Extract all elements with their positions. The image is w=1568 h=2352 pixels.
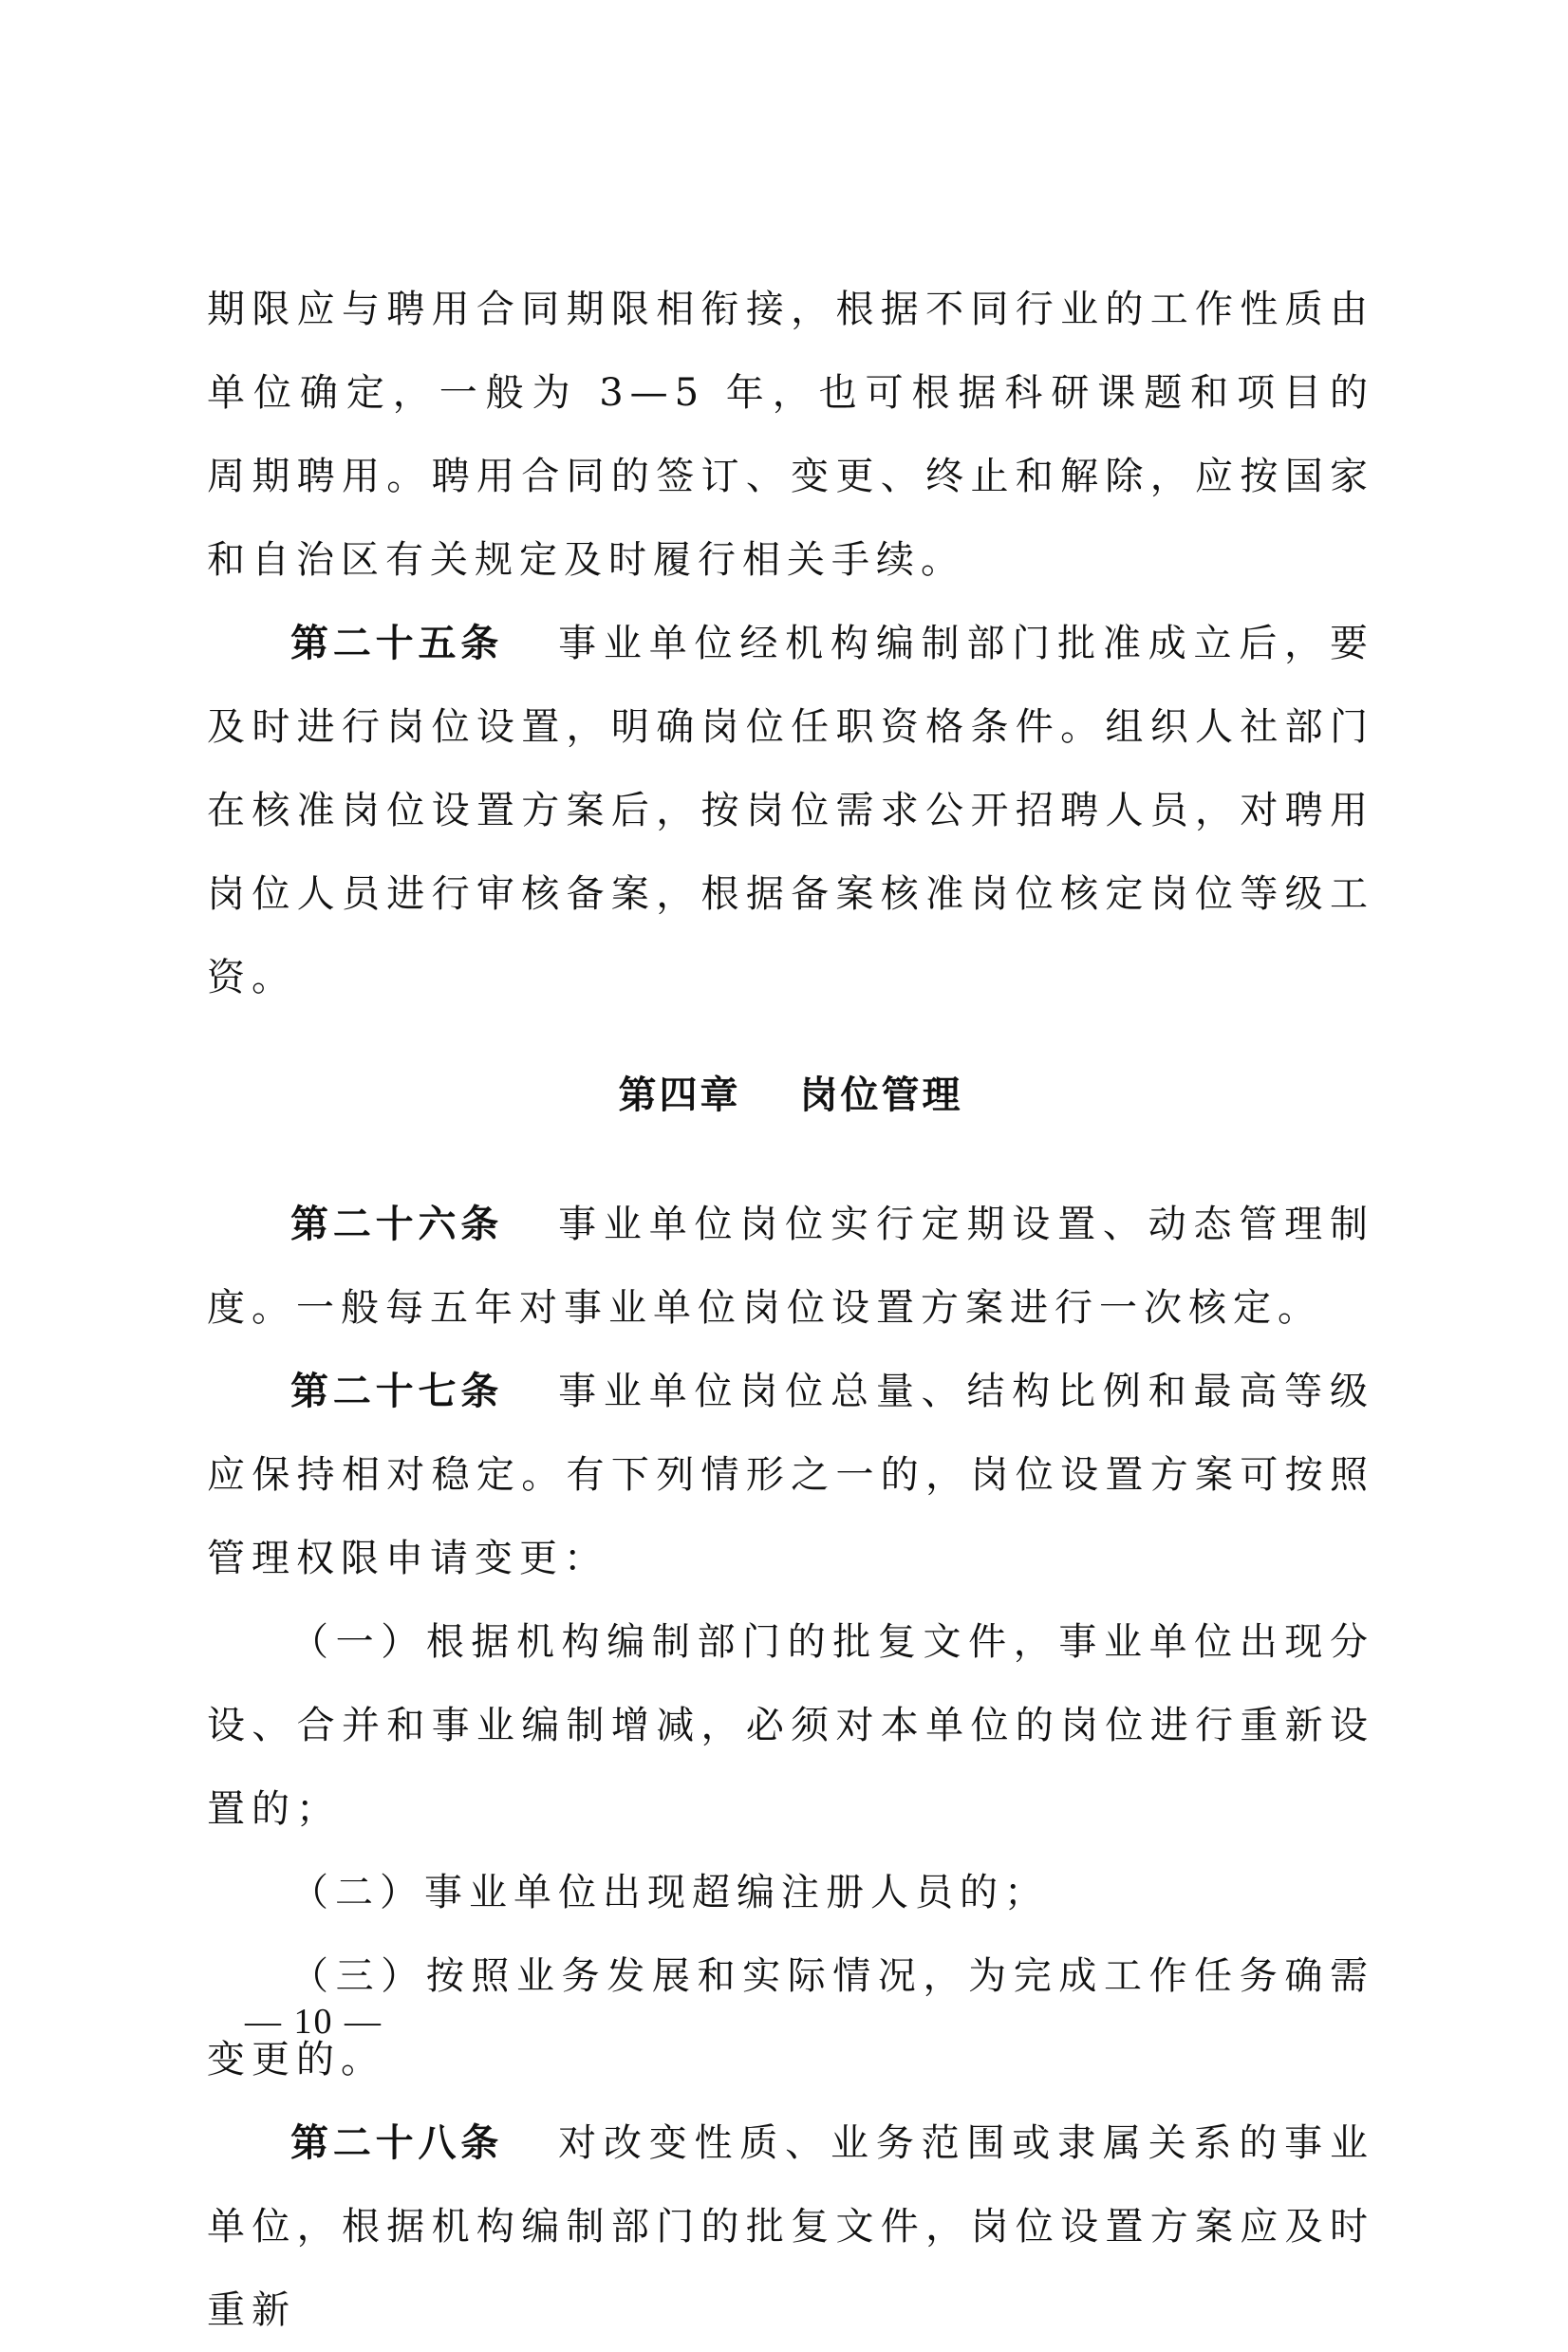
article-27 (207, 1350, 1374, 1600)
article-number: 第二十八条 (290, 2121, 504, 2165)
page-number: — 10 — (245, 2002, 383, 2042)
article-number: 第二十六条 (290, 1203, 504, 1246)
article-25 (207, 602, 1374, 1019)
article-text: 对改变性质、业务范围或隶属关系的事业单位，根据机构编制部门的批复文件，岗位设置方案应及时重新 (207, 2121, 1375, 2332)
list-item-3: （三）按照业务发展和实际情况，为完成工作任务确需变更的。 (207, 1954, 1374, 2081)
article-number: 第二十七条 (290, 1370, 504, 1413)
chapter-heading (207, 1054, 1374, 1137)
article-number: 第二十五条 (290, 622, 504, 665)
article-28 (207, 2101, 1374, 2352)
chapter-title: 岗位管理 (799, 1073, 963, 1117)
list-item-2: （二）事业单位出现超编注册人员的； (290, 1871, 1049, 1914)
article-text: 事业单位岗位总量、结构比例和最高等级应保持相对稳定。有下列情形之一的，岗位设置方案可按照管理权限申请变更： (207, 1370, 1375, 1580)
continuation-paragraph: 期限应与聘用合同期限相衔接，根据不同行业的工作性质由单位确定，一般为 3—5 年，也可根据科研课题和项目的周期聘用。聘用合同的签订、变更、终止和解除，应按国家和自治区有关规定及时履行相关手续。 (207, 288, 1374, 582)
article-26 (207, 1183, 1374, 1350)
list-item-1: （一）根据机构编制部门的批复文件，事业单位出现分设、合并和事业编制增减，必须对本单位的岗位进行重新设置的； (207, 1620, 1374, 1831)
article-text: 事业单位岗位实行定期设置、动态管理制度。一般每五年对事业单位岗位设置方案进行一次核定。 (207, 1203, 1375, 1330)
article-text: 事业单位经机构编制部门批准成立后，要及时进行岗位设置，明确岗位任职资格条件。组织人社部门在核准岗位设置方案后，按岗位需求公开招聘人员，对聘用岗位人员进行审核备案，根据备案核准岗位核定岗位等级工资。 (207, 622, 1375, 999)
chapter-number: 第四章 (618, 1073, 741, 1117)
